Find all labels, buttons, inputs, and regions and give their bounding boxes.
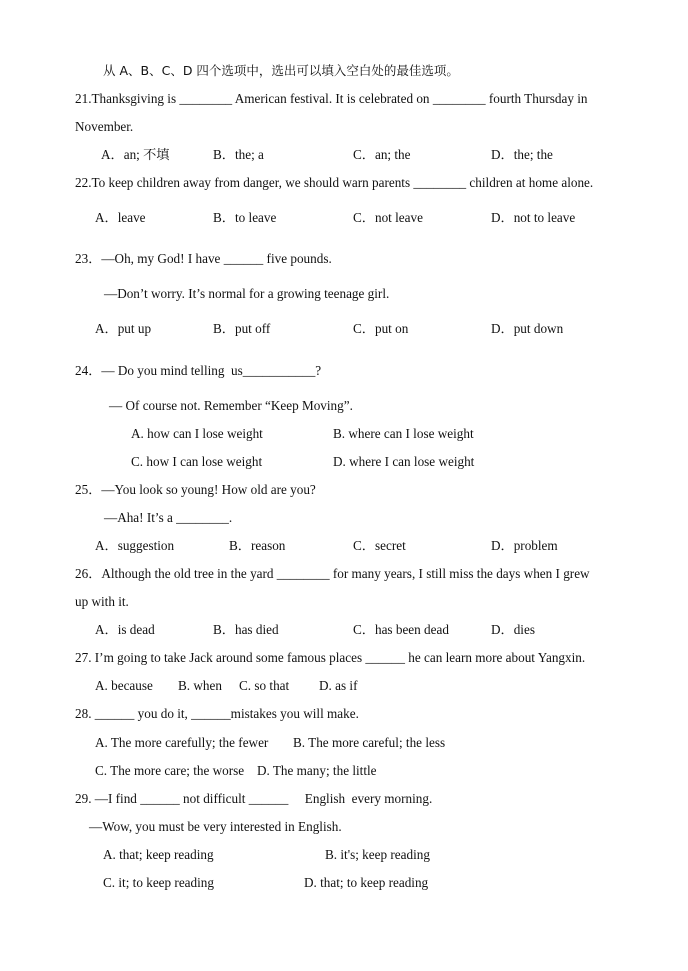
question-26-option-a: A．is dead — [95, 622, 155, 637]
question-23-option-d: D．put down — [491, 321, 564, 336]
question-24-option-a: A. how can I lose weight — [131, 426, 263, 441]
question-27-option-d: D. as if — [319, 678, 358, 693]
question-21-stem-line-2: November. — [75, 119, 134, 134]
question-22-option-c: C．not leave — [353, 210, 423, 225]
question-24-option-c: C. how I can lose weight — [131, 454, 263, 469]
question-22-option-d: D．not to leave — [491, 210, 576, 225]
question-21-stem-line-1: 21.Thanksgiving is ________ American festival. It is celebrated on ________ fourth Thursday in — [75, 91, 588, 106]
question-25-stem-line-1: 25．—You look so young! How old are you? — [75, 482, 316, 497]
question-25-option-d: D．problem — [491, 538, 558, 553]
question-24-stem-line-2: — Of course not. Remember “Keep Moving”. — [109, 398, 353, 413]
question-29-option-a: A. that; keep reading — [103, 847, 214, 862]
question-28-stem-line-1: 28. ______ you do it, ______mistakes you will make. — [75, 706, 359, 721]
question-28-option-b: B. The more careful; the less — [293, 735, 446, 750]
question-26-stem-line-1: 26．Although the old tree in the yard ________ for many years, I still miss the days when I grew — [75, 566, 590, 581]
question-23-option-a: A．put up — [95, 321, 152, 336]
question-22-option-b: B．to leave — [213, 210, 277, 225]
question-26-stem-line-2: up with it. — [75, 594, 129, 609]
question-24-option-b: B. where can I lose weight — [333, 426, 474, 441]
question-23-option-c: C．put on — [353, 321, 409, 336]
question-29-option-b: B. it's; keep reading — [325, 847, 430, 862]
question-28-option-a: A. The more carefully; the fewer — [95, 735, 269, 750]
question-27-stem-line-1: 27. I’m going to take Jack around some famous places ______ he can learn more about Yangxin. — [75, 650, 586, 665]
question-21-option-d: D．the; the — [491, 147, 553, 162]
question-27-option-a: A. because — [95, 678, 153, 693]
question-22-option-a: A．leave — [95, 210, 146, 225]
question-23-stem-line-1: 23．—Oh, my God! I have ______ five pounds. — [75, 251, 332, 266]
question-21-option-a: A．an; 不填 — [101, 147, 170, 162]
question-26-option-b: B．has died — [213, 622, 279, 637]
instruction: 从 A、B、C、D 四个选项中，选出可以填入空白处的最佳选项。 — [103, 63, 459, 78]
question-21-option-b: B．the; a — [213, 147, 264, 162]
question-29-stem-line-1: 29. —I find ______ not difficult ______ English every morning. — [75, 791, 433, 806]
question-22-stem-line-1: 22.To keep children away from danger, we should warn parents ________ children at home alone. — [75, 175, 594, 190]
question-29-stem-line-2: —Wow, you must be very interested in English. — [89, 819, 342, 834]
question-25-option-c: C．secret — [353, 538, 406, 553]
question-23-option-b: B．put off — [213, 321, 271, 336]
question-27-option-b: B. when — [178, 678, 222, 693]
question-25-stem-line-2: —Aha! It’s a ________. — [104, 510, 233, 525]
question-26-option-c: C．has been dead — [353, 622, 449, 637]
question-21-option-c: C．an; the — [353, 147, 411, 162]
question-27-option-c: C. so that — [239, 678, 290, 693]
question-26-option-d: D．dies — [491, 622, 535, 637]
question-25-option-b: B．reason — [229, 538, 286, 553]
question-24-stem-line-1: 24．— Do you mind telling us___________? — [75, 363, 322, 378]
question-28-option-d: D. The many; the little — [257, 763, 377, 778]
question-29-option-c: C. it; to keep reading — [103, 875, 214, 890]
question-29-option-d: D. that; to keep reading — [304, 875, 429, 890]
question-25-option-a: A．suggestion — [95, 538, 175, 553]
question-23-stem-line-2: —Don’t worry. It’s normal for a growing teenage girl. — [104, 286, 390, 301]
question-28-option-c: C. The more care; the worse — [95, 763, 245, 778]
question-24-option-d: D. where I can lose weight — [333, 454, 475, 469]
